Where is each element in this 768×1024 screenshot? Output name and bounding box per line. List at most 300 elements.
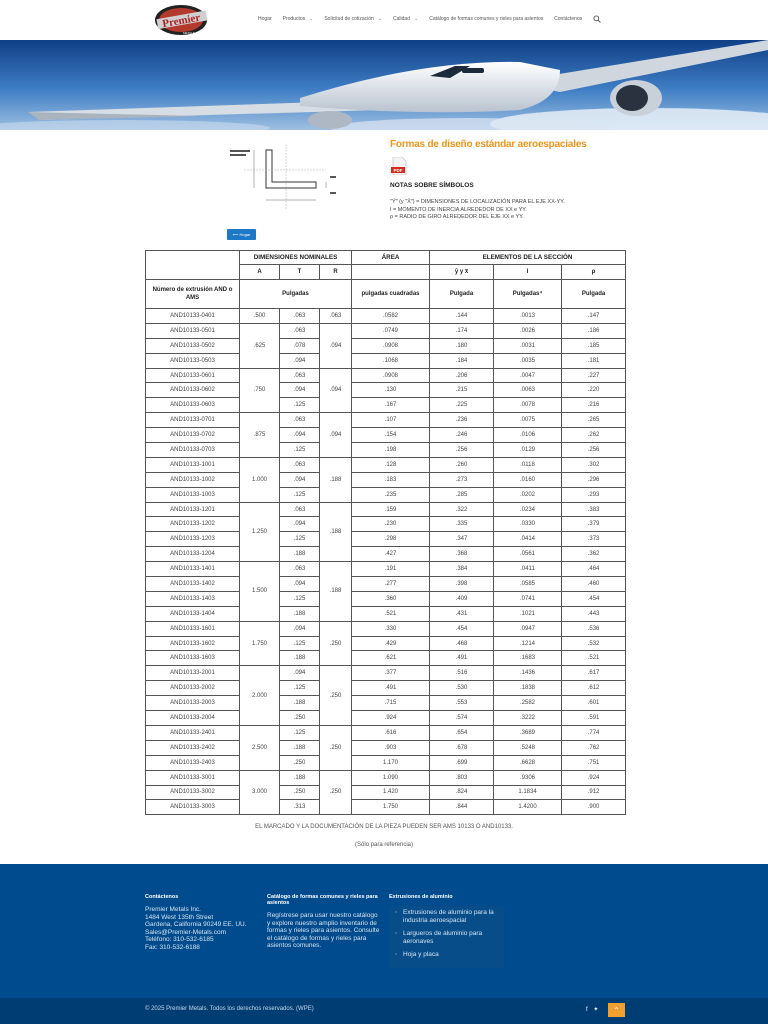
scroll-to-top-button[interactable]: [608, 1003, 625, 1017]
cell-t: .094: [280, 472, 320, 487]
cell-part-number: AND10133-0503: [146, 353, 240, 368]
nav-label: Catálogo de formas comunes y rieles para asientos: [429, 16, 544, 22]
footer-contact-title: Contáctenos: [145, 894, 179, 900]
cell-yx: .803: [430, 770, 494, 785]
nav-item-home[interactable]: [258, 16, 272, 22]
premier-metals-logo[interactable]: [153, 3, 213, 37]
cell-part-number: AND10133-3001: [146, 770, 240, 785]
note-line: "Ÿ" (y "X̄") = DIMENSIONES DE LOCALIZACIÓN PARA EL EJE XX-YY.: [390, 199, 565, 205]
cell-i: .0330: [494, 517, 562, 532]
footer-contact-line: 1484 West 135th Street: [145, 913, 214, 921]
header-area-blank: [352, 265, 430, 280]
cell-part-number: AND10133-1001: [146, 457, 240, 472]
table-row: [146, 338, 626, 353]
cell-i: .0118: [494, 457, 562, 472]
table-row: [146, 621, 626, 636]
chevron-up-icon: ⌃: [613, 1005, 620, 1015]
header-rho: ρ: [562, 265, 626, 280]
cell-r: .094: [320, 413, 352, 458]
chevron-down-icon: ⌄: [309, 16, 314, 22]
cell-rho: .147: [562, 309, 626, 324]
table-row: [146, 517, 626, 532]
table-row: [146, 755, 626, 770]
cell-rho: .536: [562, 621, 626, 636]
chevron-down-icon: ⌄: [414, 16, 419, 22]
cell-part-number: AND10133-2402: [146, 740, 240, 755]
nav-item-quality[interactable]: [393, 16, 418, 22]
cell-a: .500: [240, 309, 280, 324]
cell-yx: .180: [430, 338, 494, 353]
cell-i: .9306: [494, 770, 562, 785]
table-row: [146, 413, 626, 428]
cell-i: .0129: [494, 443, 562, 458]
notes-title: NOTAS SOBRE SÍMBOLOS: [390, 182, 474, 189]
cell-rho: .521: [562, 651, 626, 666]
table-row: [146, 353, 626, 368]
header-a: A: [240, 265, 280, 280]
cell-area: .0749: [352, 323, 430, 338]
cell-i: .0411: [494, 562, 562, 577]
cell-rho: .900: [562, 800, 626, 815]
cell-r: .094: [320, 323, 352, 368]
cell-area: .1068: [352, 353, 430, 368]
header-i-unit: Pulgadas⁴: [494, 280, 562, 309]
cell-rho: .302: [562, 457, 626, 472]
cell-rho: .262: [562, 428, 626, 443]
cell-rho: .532: [562, 636, 626, 651]
cell-rho: .296: [562, 472, 626, 487]
cell-area: .621: [352, 651, 430, 666]
cell-area: 1.420: [352, 785, 430, 800]
table-row: [146, 696, 626, 711]
aerospace-shapes-table: [145, 250, 626, 815]
cell-t: .063: [280, 368, 320, 383]
cell-t: .188: [280, 770, 320, 785]
bottom-bar: [0, 998, 768, 1024]
cell-area: .360: [352, 591, 430, 606]
cell-part-number: AND10133-2001: [146, 666, 240, 681]
cell-part-number: AND10133-0502: [146, 338, 240, 353]
cell-area: .715: [352, 696, 430, 711]
cell-rho: .362: [562, 547, 626, 562]
cell-area: .230: [352, 517, 430, 532]
cell-i: .3689: [494, 725, 562, 740]
cell-area: .167: [352, 398, 430, 413]
header-yx-unit: Pulgada: [430, 280, 494, 309]
cell-i: .0075: [494, 413, 562, 428]
cell-yx: .273: [430, 472, 494, 487]
cell-part-number: AND10133-1003: [146, 487, 240, 502]
cell-part-number: AND10133-0603: [146, 398, 240, 413]
cell-rho: .774: [562, 725, 626, 740]
marking-note: EL MARCADO Y LA DOCUMENTACIÓN DE LA PIEZA PUEDEN SER AMS 10133 O AND10133.: [255, 824, 513, 830]
table-row: [146, 800, 626, 815]
cell-part-number: AND10133-3003: [146, 800, 240, 815]
cell-t: .125: [280, 681, 320, 696]
footer-link[interactable]: ◦ Hoja y placa: [395, 951, 498, 959]
cell-i: .5248: [494, 740, 562, 755]
footer-extrusions-list: [389, 906, 504, 968]
cell-a: 1.000: [240, 457, 280, 502]
cell-rho: .256: [562, 443, 626, 458]
cell-i: .0202: [494, 487, 562, 502]
cell-a: 2.500: [240, 725, 280, 770]
cell-yx: .144: [430, 309, 494, 324]
social-icons[interactable]: f ✦: [586, 1007, 601, 1013]
table-row: [146, 591, 626, 606]
cell-part-number: AND10133-1403: [146, 591, 240, 606]
cell-a: 2.000: [240, 666, 280, 726]
header-dims-unit: Pulgadas: [240, 280, 352, 309]
footer-email-link[interactable]: Sales@Premier-Metals.com: [145, 928, 227, 936]
table-row: [146, 785, 626, 800]
cell-rho: .591: [562, 711, 626, 726]
cell-t: .063: [280, 323, 320, 338]
cell-t: .188: [280, 696, 320, 711]
cell-part-number: AND10133-1404: [146, 606, 240, 621]
footer-contact-line: Gardena, California 90249 EE. UU.: [145, 921, 247, 929]
cell-part-number: AND10133-0703: [146, 443, 240, 458]
cell-t: .188: [280, 740, 320, 755]
cell-rho: .454: [562, 591, 626, 606]
cell-t: .125: [280, 487, 320, 502]
cell-i: .0047: [494, 368, 562, 383]
cell-r: .250: [320, 770, 352, 815]
cell-part-number: AND10133-0602: [146, 383, 240, 398]
cell-rho: .181: [562, 353, 626, 368]
cell-i: .0026: [494, 323, 562, 338]
cell-i: .3222: [494, 711, 562, 726]
note-line: ρ = RADIO DE GIRO ALREDEDOR DEL EJE XX e YY.: [390, 214, 524, 220]
header-part-number: Número de extrusión AND o AMS: [146, 280, 240, 309]
cell-r: .188: [320, 562, 352, 622]
cell-t: .125: [280, 591, 320, 606]
cell-part-number: AND10133-1204: [146, 547, 240, 562]
header-yx: ȳ y x̄: [430, 265, 494, 280]
cell-t: .250: [280, 711, 320, 726]
cell-r: .250: [320, 621, 352, 666]
cell-i: .0106: [494, 428, 562, 443]
cell-part-number: AND10133-0702: [146, 428, 240, 443]
cell-rho: .383: [562, 502, 626, 517]
footer-catalog-text[interactable]: Regístrese para usar nuestro catálogo y explore nuestro amplio inventario de formas y rieles para asientos. Consulte el catálogo de formas y rieles para asientos comunes.: [267, 912, 380, 950]
cell-part-number: AND10133-1602: [146, 636, 240, 651]
main-nav: [258, 15, 601, 23]
cell-area: 1.170: [352, 755, 430, 770]
cell-t: .094: [280, 517, 320, 532]
cell-t: .188: [280, 651, 320, 666]
cell-rho: .220: [562, 383, 626, 398]
table-row: [146, 651, 626, 666]
cell-rho: .924: [562, 770, 626, 785]
cell-rho: .460: [562, 577, 626, 592]
cell-t: .125: [280, 636, 320, 651]
header-i: I: [494, 265, 562, 280]
header-dimensions: DIMENSIONES NOMINALES: [240, 251, 352, 265]
nav-label: Contáctenos: [554, 16, 583, 22]
cell-rho: .617: [562, 666, 626, 681]
cell-i: .0160: [494, 472, 562, 487]
angle-shape-diagram: [226, 140, 350, 222]
table-row: [146, 547, 626, 562]
cell-r: .250: [320, 666, 352, 726]
reference-note: (Sólo para referencia): [354, 842, 414, 848]
table-row: [146, 368, 626, 383]
cell-i: .0585: [494, 577, 562, 592]
cell-a: 1.500: [240, 562, 280, 622]
cell-r: .094: [320, 368, 352, 413]
cell-yx: .206: [430, 368, 494, 383]
cell-i: .0561: [494, 547, 562, 562]
header-blank: [146, 251, 240, 280]
table-row: [146, 577, 626, 592]
cell-yx: .431: [430, 606, 494, 621]
cell-t: .188: [280, 547, 320, 562]
header-section-elements: ELEMENTOS DE LA SECCIÓN: [430, 251, 626, 265]
logo-subtext: METALS: [183, 31, 195, 35]
cell-rho: .293: [562, 487, 626, 502]
cell-r: .250: [320, 725, 352, 770]
cell-t: .094: [280, 428, 320, 443]
cell-a: .625: [240, 323, 280, 368]
cell-i: .0031: [494, 338, 562, 353]
footer-catalog: [267, 894, 382, 950]
footer-contact-line: Teléfono: 310-532-6185: [145, 936, 214, 944]
pdf-label: PDF: [393, 167, 403, 173]
nav-label: Hogar: [258, 16, 272, 22]
cell-part-number: AND10133-2401: [146, 725, 240, 740]
cell-rho: .373: [562, 532, 626, 547]
cell-t: .094: [280, 383, 320, 398]
cell-part-number: AND10133-0601: [146, 368, 240, 383]
cell-yx: .699: [430, 755, 494, 770]
cell-yx: .285: [430, 487, 494, 502]
table-row: [146, 487, 626, 502]
cell-a: .750: [240, 368, 280, 413]
nav-item-catalog[interactable]: [429, 16, 543, 22]
nav-label: Solicitud de cotización: [324, 16, 374, 22]
footer-link[interactable]: ◦ Extrusiones de aluminio para la industria aeroespacial: [395, 909, 498, 924]
cell-part-number: AND10133-2403: [146, 755, 240, 770]
cell-i: .0078: [494, 398, 562, 413]
cell-rho: .612: [562, 681, 626, 696]
cell-yx: .409: [430, 591, 494, 606]
cell-yx: .678: [430, 740, 494, 755]
cell-t: .094: [280, 621, 320, 636]
cell-i: .1021: [494, 606, 562, 621]
cell-yx: .454: [430, 621, 494, 636]
cell-area: .277: [352, 577, 430, 592]
cell-part-number: AND10133-2002: [146, 681, 240, 696]
cell-t: .063: [280, 502, 320, 517]
cell-rho: .443: [562, 606, 626, 621]
cell-yx: .215: [430, 383, 494, 398]
cell-area: 1.090: [352, 770, 430, 785]
table-body: [146, 309, 626, 815]
table-row: [146, 443, 626, 458]
cell-rho: .762: [562, 740, 626, 755]
cell-yx: .368: [430, 547, 494, 562]
cell-yx: .516: [430, 666, 494, 681]
table-row: [146, 502, 626, 517]
table-row: [146, 725, 626, 740]
cell-t: .250: [280, 785, 320, 800]
hero-banner: [0, 40, 768, 130]
cell-part-number: AND10133-1603: [146, 651, 240, 666]
cell-yx: .824: [430, 785, 494, 800]
cell-t: .094: [280, 666, 320, 681]
pdf-icon[interactable]: [391, 157, 407, 175]
logo-text: Premier: [161, 11, 202, 31]
cell-t: .063: [280, 309, 320, 324]
cell-t: .250: [280, 755, 320, 770]
table-row: [146, 472, 626, 487]
cell-area: .107: [352, 413, 430, 428]
cell-i: .0234: [494, 502, 562, 517]
table-row: [146, 428, 626, 443]
cell-part-number: AND10133-0501: [146, 323, 240, 338]
cell-area: .521: [352, 606, 430, 621]
table-row: [146, 770, 626, 785]
cell-i: .1683: [494, 651, 562, 666]
site-footer: [0, 864, 768, 998]
cell-i: 1.1834: [494, 785, 562, 800]
cell-area: .0582: [352, 309, 430, 324]
nav-item-products[interactable]: [283, 16, 314, 22]
footer-extrusions-title: Extrusiones de aluminio: [389, 894, 453, 900]
cell-t: .078: [280, 338, 320, 353]
cell-t: .094: [280, 577, 320, 592]
note-line: I = MOMENTO DE INERCIA ALREDEDOR DE XX e YY.: [390, 206, 527, 213]
cell-t: .125: [280, 725, 320, 740]
cell-part-number: AND10133-1401: [146, 562, 240, 577]
cell-area: .198: [352, 443, 430, 458]
cell-i: 1.4200: [494, 800, 562, 815]
cell-yx: .225: [430, 398, 494, 413]
cell-rho: .464: [562, 562, 626, 577]
table-row: [146, 457, 626, 472]
table-row: [146, 711, 626, 726]
cell-i: .0741: [494, 591, 562, 606]
cell-t: .188: [280, 606, 320, 621]
airplane-hero-image: [0, 40, 768, 130]
cell-i: .0063: [494, 383, 562, 398]
cell-yx: .468: [430, 636, 494, 651]
cell-t: .063: [280, 562, 320, 577]
cell-part-number: AND10133-1202: [146, 517, 240, 532]
nav-label: Productos: [282, 16, 306, 22]
cell-area: .924: [352, 711, 430, 726]
cell-part-number: AND10133-1002: [146, 472, 240, 487]
cell-yx: .398: [430, 577, 494, 592]
header-rho-unit: Pulgada: [562, 280, 626, 309]
search-icon[interactable]: [593, 15, 601, 23]
cell-yx: .260: [430, 457, 494, 472]
footer-catalog-title: Catálogo de formas comunes y rieles para asientos: [267, 894, 378, 906]
cell-rho: .265: [562, 413, 626, 428]
nav-label: Calidad: [393, 16, 410, 22]
cell-rho: .751: [562, 755, 626, 770]
cell-i: .1838: [494, 681, 562, 696]
cell-yx: .322: [430, 502, 494, 517]
cell-yx: .654: [430, 725, 494, 740]
header-r: R: [320, 265, 352, 280]
cell-area: .903: [352, 740, 430, 755]
cell-part-number: AND10133-0701: [146, 413, 240, 428]
cell-t: .063: [280, 457, 320, 472]
table-row: [146, 532, 626, 547]
cell-yx: .335: [430, 517, 494, 532]
table-row: [146, 309, 626, 324]
cell-rho: .227: [562, 368, 626, 383]
table-row: [146, 636, 626, 651]
cell-a: 1.750: [240, 621, 280, 666]
cell-yx: .384: [430, 562, 494, 577]
nav-item-quote[interactable]: [324, 16, 382, 22]
copyright: © 2025 Premier Metals. Todos los derechos reservados. (WPE): [145, 1006, 314, 1012]
table-row: [146, 398, 626, 413]
cell-i: .0414: [494, 532, 562, 547]
header-area: ÁREA: [352, 251, 430, 265]
cell-r: .188: [320, 457, 352, 502]
cell-r: .188: [320, 502, 352, 562]
chevron-down-icon: ⌄: [377, 16, 383, 22]
table-row: [146, 562, 626, 577]
cell-part-number: AND10133-2004: [146, 711, 240, 726]
cell-i: .2582: [494, 696, 562, 711]
cell-t: .313: [280, 800, 320, 815]
header-area-unit: pulgadas cuadradas: [352, 280, 430, 309]
cell-part-number: AND10133-0401: [146, 309, 240, 324]
cell-i: .1436: [494, 666, 562, 681]
cell-part-number: AND10133-1201: [146, 502, 240, 517]
cell-area: .427: [352, 547, 430, 562]
cell-t: .125: [280, 398, 320, 413]
cell-rho: .912: [562, 785, 626, 800]
cell-area: .159: [352, 502, 430, 517]
cell-i: .1214: [494, 636, 562, 651]
nav-item-contact[interactable]: [554, 16, 582, 22]
cell-yx: .844: [430, 800, 494, 815]
footer-link[interactable]: ◦ Largueros de aluminio para aeronaves: [395, 930, 498, 945]
cell-t: .125: [280, 443, 320, 458]
cell-yx: .491: [430, 651, 494, 666]
cell-yx: .184: [430, 353, 494, 368]
cell-part-number: AND10133-1203: [146, 532, 240, 547]
cell-i: .6628: [494, 755, 562, 770]
cell-area: .154: [352, 428, 430, 443]
cell-yx: .256: [430, 443, 494, 458]
cell-yx: .574: [430, 711, 494, 726]
table-row: [146, 740, 626, 755]
cell-area: .491: [352, 681, 430, 696]
cell-a: 1.250: [240, 502, 280, 562]
cell-yx: .553: [430, 696, 494, 711]
cell-area: .330: [352, 621, 430, 636]
cell-area: .429: [352, 636, 430, 651]
footer-extrusions: [389, 894, 504, 968]
cell-area: .183: [352, 472, 430, 487]
cell-area: .191: [352, 562, 430, 577]
cell-i: .0013: [494, 309, 562, 324]
cell-area: .130: [352, 383, 430, 398]
cell-r: .063: [320, 309, 352, 324]
cell-area: .0908: [352, 368, 430, 383]
cell-rho: .216: [562, 398, 626, 413]
back-home-button[interactable]: ⟵ Hogar: [227, 229, 256, 240]
cell-area: .298: [352, 532, 430, 547]
footer-contact-line: Premier Metals Inc.: [145, 906, 201, 913]
